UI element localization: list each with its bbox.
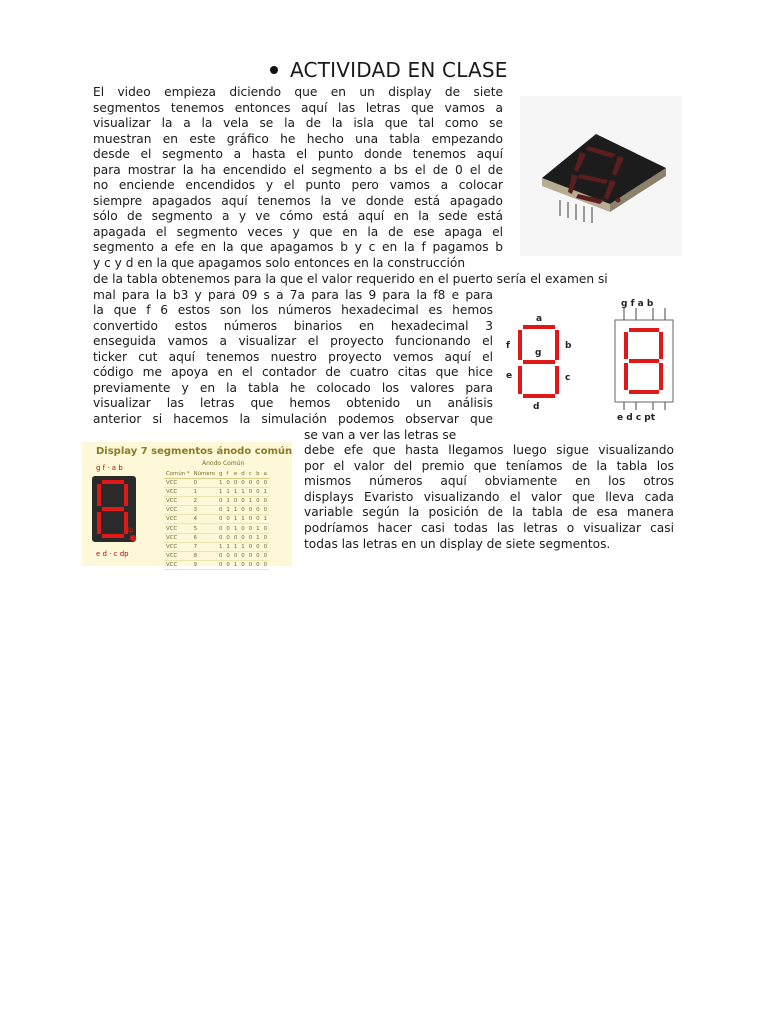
table-cell: 1 <box>233 543 238 550</box>
title-text: ACTIVIDAD EN CLASE <box>290 58 508 82</box>
table-header: d <box>239 470 246 479</box>
label-b: b <box>565 341 572 351</box>
table-cell: 0 <box>248 543 253 550</box>
table-header: Número <box>193 471 215 477</box>
table-cell: 0 <box>248 516 253 523</box>
table-header: g <box>217 470 224 479</box>
table-cell: VCC <box>164 506 192 515</box>
table-cell: 1 <box>233 561 238 568</box>
body-line: la que f 6 estos son los números hexadecimal es hemos <box>93 303 493 317</box>
body-line: y c y d en la que apagamos solo entonces en la construcción <box>93 256 466 270</box>
common-anode-display-icon <box>86 462 162 562</box>
table-cell: 8 <box>192 551 217 560</box>
table-cell: 0 <box>263 543 268 550</box>
top-pin-labels: g f a b <box>621 299 654 309</box>
page-title <box>270 58 508 82</box>
table-row <box>164 515 269 524</box>
table-cell: 0 <box>218 525 223 532</box>
table-header-row <box>164 470 269 479</box>
table-cell: 0 <box>218 534 223 541</box>
table-cell: 6 <box>192 533 217 542</box>
table-cell: 0 <box>233 480 238 487</box>
table-cell: 0 <box>248 552 253 559</box>
table-cell: 9 <box>192 560 217 569</box>
table-cell: 0 <box>248 480 253 487</box>
table-cell: 0 <box>263 525 268 532</box>
table-cell: 0 <box>241 480 245 487</box>
label-d: d <box>533 402 540 412</box>
body-line: visualizar las letras que hemos obtenido un análisis <box>93 396 493 410</box>
table-row <box>164 497 269 506</box>
table-cell: 0 <box>233 498 238 505</box>
table-cell: 0 <box>192 479 217 488</box>
table-cell: VCC <box>164 542 192 551</box>
table-cell: 1 <box>241 516 245 523</box>
table-cell: 7 <box>192 542 217 551</box>
table-cell: 0 <box>226 534 230 541</box>
table-cell: 1 <box>233 525 238 532</box>
body-line: ticker cut aquí tenemos nuestro proyecto vemos aquí el <box>93 350 493 364</box>
table-cell: 0 <box>218 498 223 505</box>
table-cell: 0 <box>218 516 223 523</box>
table-cell: 1 <box>233 507 238 514</box>
table-cell: 4 <box>192 515 217 524</box>
body-line: sólo de segmento a y ve cómo está aquí en la sede está <box>93 209 503 223</box>
table-cell: VCC <box>164 515 192 524</box>
table-cell: 0 <box>263 507 268 514</box>
bottom-pin-labels: e d c pt <box>617 413 656 422</box>
table-cell: VCC <box>164 533 192 542</box>
truth-table-figure <box>82 442 292 566</box>
segment-label-diagram <box>503 308 593 413</box>
table-cell: 0 <box>241 507 245 514</box>
body-line: variable según la posición de la tabla de esa manera <box>304 505 674 519</box>
figure-top-pins: g f · a b <box>96 464 123 472</box>
label-c: c <box>565 373 571 383</box>
bullet-icon <box>270 66 278 74</box>
body-line: mismos números aquí obviamente en los otros <box>304 474 674 488</box>
body-line: anterior si hacemos la simulación podemos observar que <box>93 412 493 426</box>
table-header: e <box>232 470 239 479</box>
body-line: mal para la b3 y para 09 s a 7a para las 9 para la f8 e para <box>93 288 493 302</box>
table-cell: 1 <box>226 543 230 550</box>
body-line: convertido estos números binarios en hexadecimal 3 <box>93 319 493 333</box>
table-row <box>164 551 269 560</box>
label-e: e <box>506 371 513 381</box>
table-cell: 0 <box>248 489 253 496</box>
table-cell: VCC <box>164 551 192 560</box>
body-line: se van a ver las letras se <box>304 428 457 442</box>
table-cell: VCC <box>164 524 192 533</box>
table-cell: 0 <box>233 534 238 541</box>
table-cell: 0 <box>241 552 245 559</box>
table-cell: 0 <box>256 480 260 487</box>
table-cell: 0 <box>226 561 230 568</box>
table-row <box>164 479 269 488</box>
table-cell: 1 <box>263 489 268 496</box>
table-header: b <box>254 470 261 479</box>
table-row <box>164 524 269 533</box>
table-cell: 1 <box>192 488 217 497</box>
table-cell: 1 <box>218 489 223 496</box>
table-cell: 1 <box>241 543 245 550</box>
body-line: enseguida vamos a visualizar el proyecto funcionando el <box>93 334 493 348</box>
pinout-svg <box>607 296 679 422</box>
table-cell: 0 <box>226 525 230 532</box>
table-cell: 0 <box>241 561 245 568</box>
table-cell: 0 <box>256 561 260 568</box>
body-line: El video empieza diciendo que en un display de siete <box>93 85 503 99</box>
table-cell: 0 <box>263 498 268 505</box>
table-cell: 0 <box>218 561 223 568</box>
table-cell: 1 <box>226 507 230 514</box>
figure-dp-label: dp <box>126 527 134 534</box>
body-line: de la tabla obtenemos para la que el valor requerido en el puerto sería el examen si <box>93 272 608 286</box>
table-cell: 0 <box>256 516 260 523</box>
table-row <box>164 560 269 569</box>
table-cell: 1 <box>218 543 223 550</box>
label-g: g <box>535 348 542 358</box>
table-cell: 1 <box>241 489 245 496</box>
table-cell: VCC <box>164 488 192 497</box>
body-line: no enciende encendidos y el punto pero vamos a colocar <box>93 178 503 192</box>
table-cell: 0 <box>226 516 230 523</box>
table-cell: 2 <box>192 497 217 506</box>
body-line: desde el segmento a hasta el punto donde tenemos aquí <box>93 147 503 161</box>
body-line: apagada el segmento veces y que en la de ese apaga el <box>93 225 503 239</box>
table-cell: 0 <box>248 534 253 541</box>
table-cell: 0 <box>263 480 268 487</box>
table-cell: 1 <box>233 489 238 496</box>
table-cell: 1 <box>263 516 268 523</box>
table-cell: 1 <box>256 534 260 541</box>
table-cell: 0 <box>263 561 268 568</box>
body-line: displays Evaristo visualizando el valor que lleva cada <box>304 490 674 504</box>
label-f: f <box>506 341 510 351</box>
table-row <box>164 533 269 542</box>
table-cell: 0 <box>256 498 260 505</box>
table-cell: VCC <box>164 497 192 506</box>
table-header: f <box>224 470 231 479</box>
table-cell: 0 <box>256 489 260 496</box>
table-cell: 0 <box>256 543 260 550</box>
table-cell: 1 <box>218 480 223 487</box>
table-header: c <box>247 470 254 479</box>
table-cell: 0 <box>226 480 230 487</box>
table-header: Común * <box>166 471 190 477</box>
table-cell: 0 <box>256 507 260 514</box>
table-cell: 1 <box>226 489 230 496</box>
table-row <box>164 488 269 497</box>
table-cell: 3 <box>192 506 217 515</box>
display-component-image <box>520 96 682 256</box>
truth-table <box>164 470 269 570</box>
table-cell: 1 <box>256 525 260 532</box>
table-row <box>164 506 269 515</box>
body-line: podríamos hacer casi todas las letras o visualizar casi <box>304 521 674 535</box>
body-line: para mostrar la ha encendido el segmento a bs el de 0 el de <box>93 163 503 177</box>
figure-bottom-pins: e d · c dp <box>96 550 129 558</box>
body-line: muestran en este gráfico he hecho una tabla empezando <box>93 132 503 146</box>
body-line: segmento a efe en la que apagamos b y c en la f pagamos b <box>93 240 503 254</box>
seven-segment-diagram <box>503 308 593 413</box>
table-cell: 0 <box>248 561 253 568</box>
table-cell: 0 <box>248 525 253 532</box>
table-cell: 0 <box>256 552 260 559</box>
table-cell: 5 <box>192 524 217 533</box>
table-cell: 0 <box>233 552 238 559</box>
body-line: debe efe que hasta llegamos luego sigue visualizando <box>304 443 674 457</box>
pinout-diagram <box>607 296 679 422</box>
table-cell: 1 <box>248 498 253 505</box>
table-header: a <box>262 470 269 479</box>
body-line: todas las letras en un display de siete segmentos. <box>304 537 611 551</box>
body-line: siempre apagados aquí tenemos la ve donde está apagado <box>93 194 503 208</box>
table-cell: 0 <box>248 507 253 514</box>
figure-title: Display 7 segmentos ánodo común <box>96 446 293 457</box>
table-cell: VCC <box>164 479 192 488</box>
figure-subtitle: Ánodo Común <box>202 460 245 467</box>
table-cell: VCC <box>164 560 192 569</box>
table-cell: 0 <box>218 507 223 514</box>
table-cell: 1 <box>233 516 238 523</box>
body-line: segmentos tenemos entonces aquí las letras que vamos a <box>93 101 503 115</box>
table-cell: 0 <box>241 525 245 532</box>
table-cell: 0 <box>263 552 268 559</box>
body-line: previamente y en la tabla he colocado los valores para <box>93 381 493 395</box>
body-line: por el valor del premio que teníamos de la tabla los <box>304 459 674 473</box>
table-row <box>164 542 269 551</box>
seven-segment-photo <box>520 96 682 256</box>
table-cell: 0 <box>263 534 268 541</box>
body-line: visualizar la a la vela se la de la isla que tal como se <box>93 116 503 130</box>
table-cell: 0 <box>241 534 245 541</box>
label-a: a <box>536 314 543 324</box>
table-cell: 1 <box>226 498 230 505</box>
body-line: código me apoya en el contador de cuatro citas que hice <box>93 365 493 379</box>
truth-table-body <box>164 479 269 570</box>
table-cell: 0 <box>241 498 245 505</box>
table-cell: 0 <box>218 552 223 559</box>
table-cell: 0 <box>226 552 230 559</box>
